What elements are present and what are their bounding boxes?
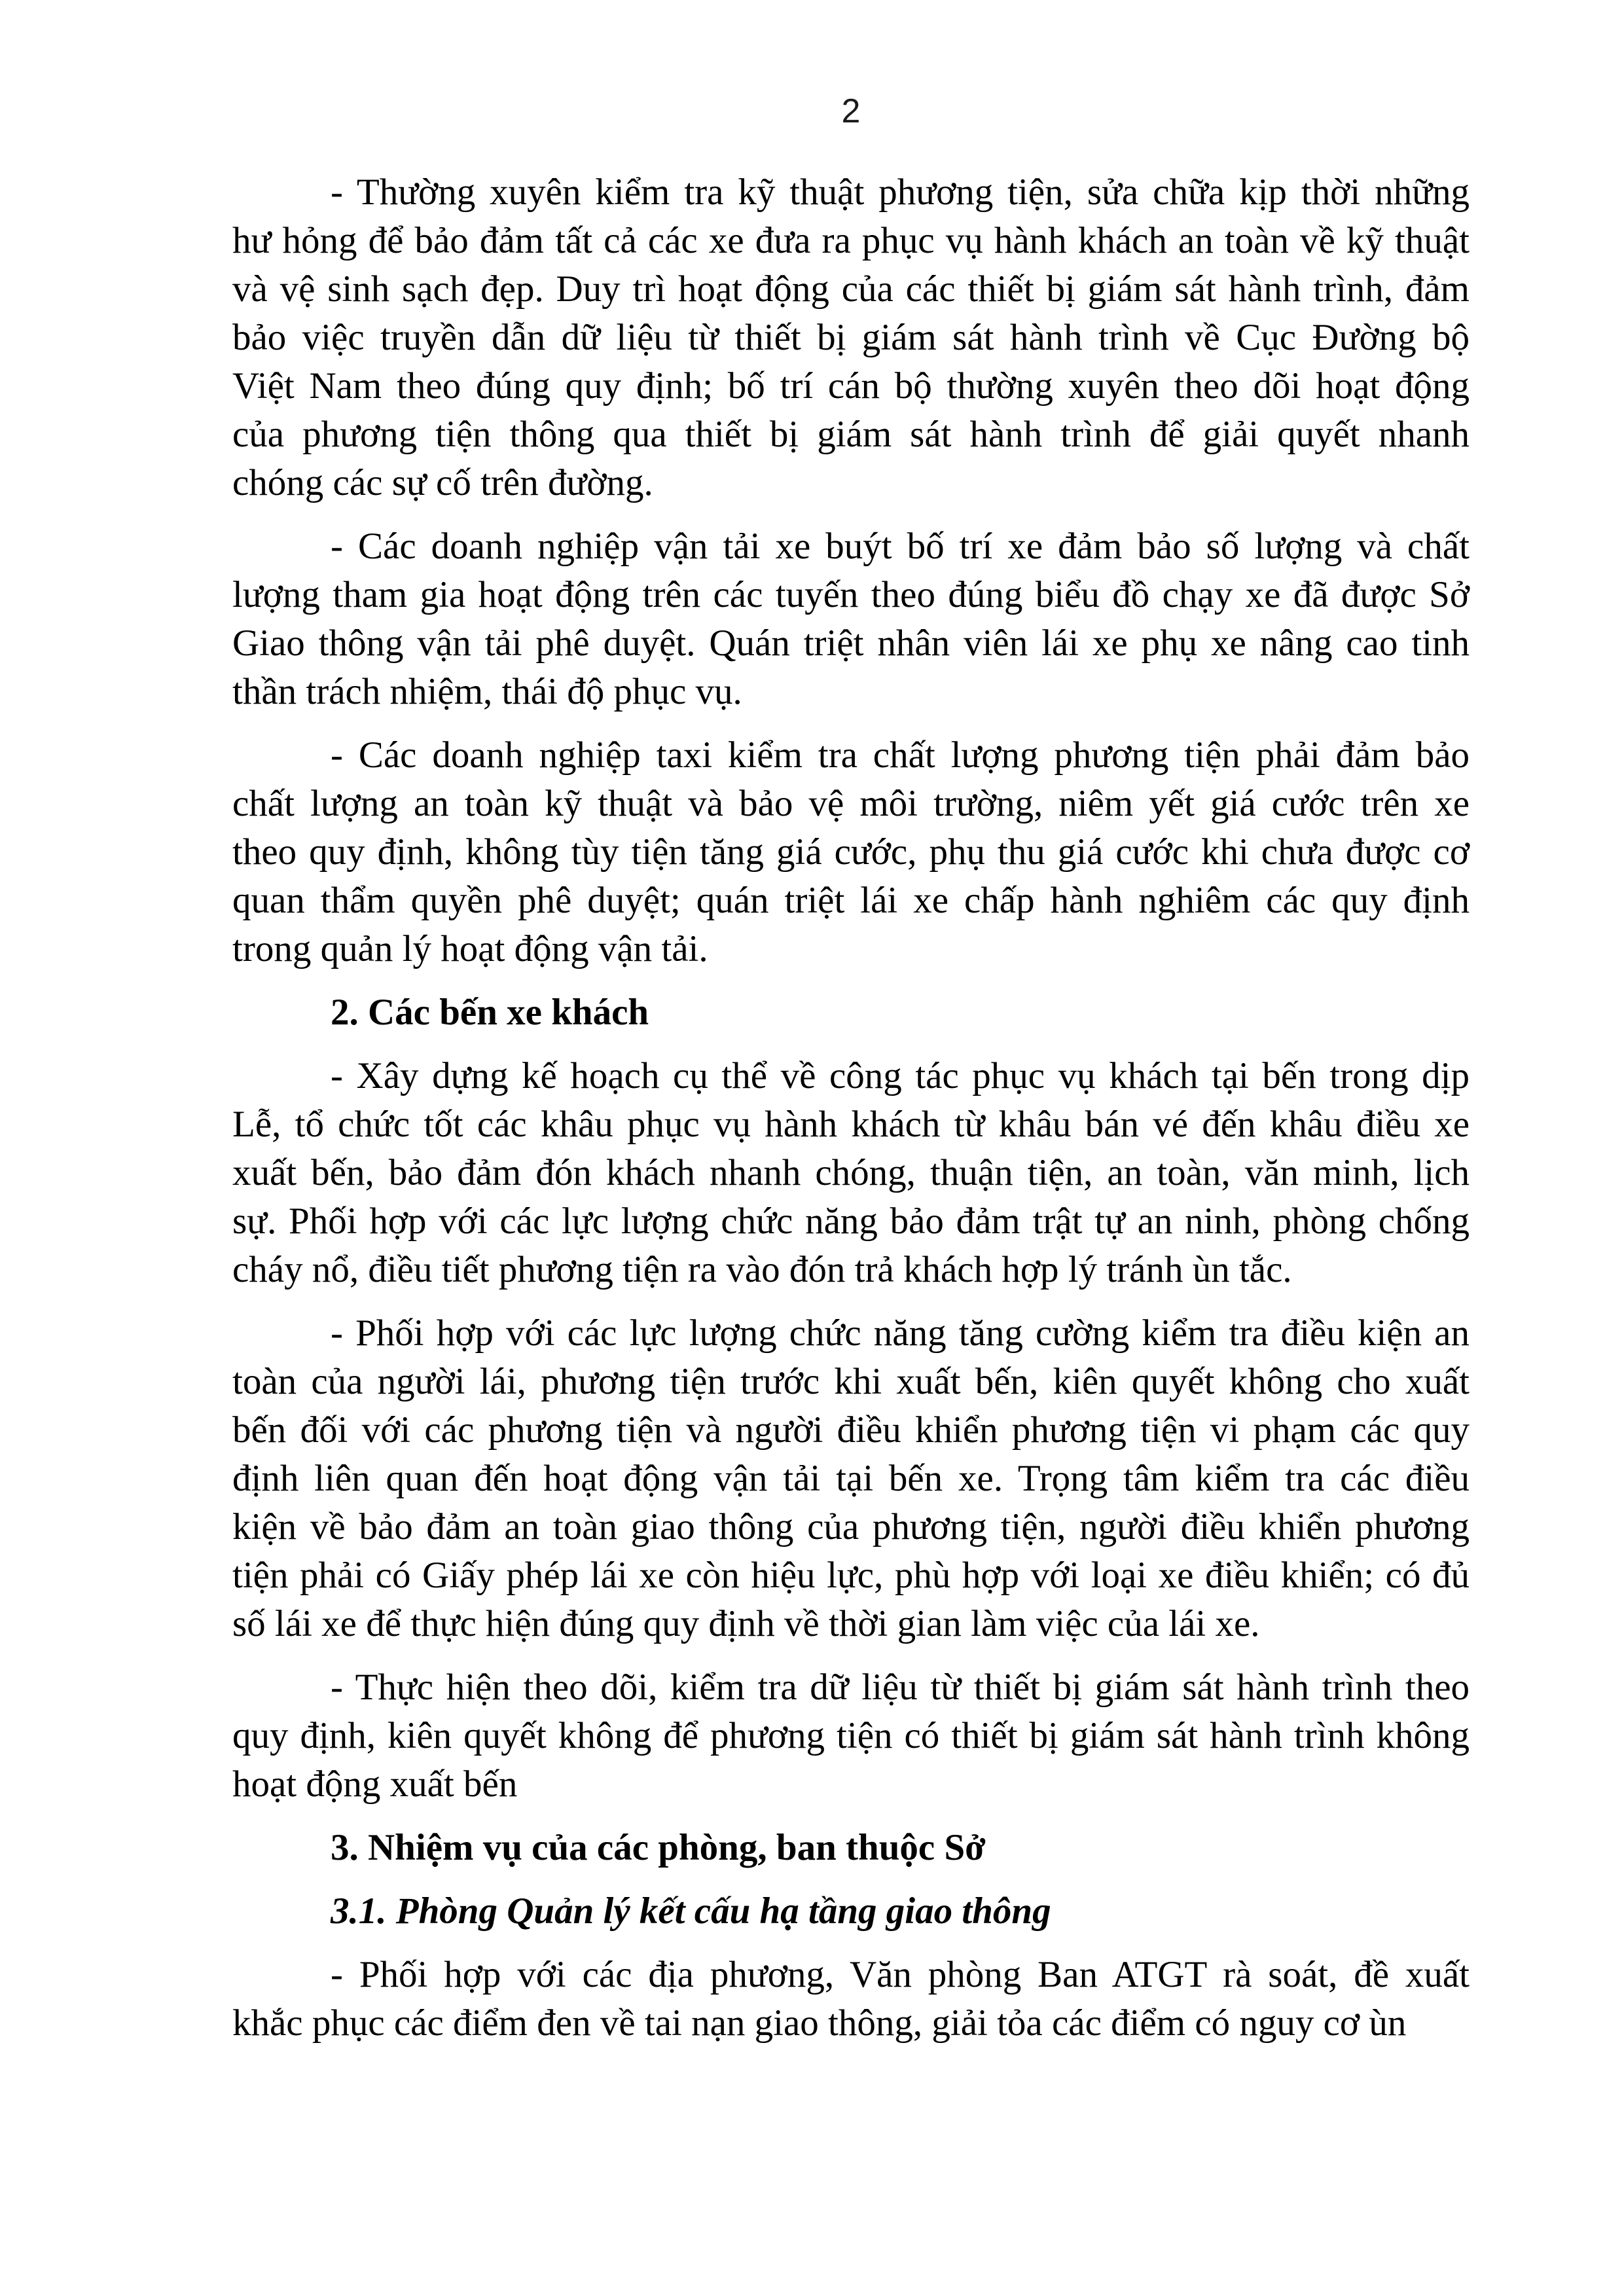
text-line: - Phối hợp với các lực lượng chức năng tăng cường kiểm tra điều kiện an [331,1312,1470,1354]
text-line: kiện về bảo đảm an toàn giao thông của phương tiện, người điều khiển phương [232,1506,1470,1547]
text-line: cháy nổ, điều tiết phương tiện ra vào đón trả khách hợp lý tránh ùn tắc. [232,1249,1292,1290]
text-line: chóng các sự cố trên đường. [232,462,653,503]
text-line: thần trách nhiệm, thái độ phục vụ. [232,671,742,712]
text-line: Lễ, tổ chức tốt các khâu phục vụ hành khách từ khâu bán vé đến khâu điều xe [232,1104,1470,1145]
text-line: bảo việc truyền dẫn dữ liệu từ thiết bị giám sát hành trình về Cục Đường bộ [232,317,1470,358]
paragraph [232,168,1470,507]
text-line: Giao thông vận tải phê duyệt. Quán triệt nhân viên lái xe phụ xe nâng cao tinh [232,623,1470,664]
text-line: tiện phải có Giấy phép lái xe còn hiệu lực, phù hợp với loại xe điều khiển; có đủ [232,1555,1470,1596]
section-heading: 3. Nhiệm vụ của các phòng, ban thuộc Sở [331,1827,986,1868]
text-line: khắc phục các điểm đen về tai nạn giao thông, giải tỏa các điểm có nguy cơ ùn [232,2002,1407,2044]
paragraph [232,731,1470,973]
text-line: quan thẩm quyền phê duyệt; quán triệt lái xe chấp hành nghiêm các quy định [232,880,1470,921]
page-number: 2 [841,92,861,130]
document-body [232,168,1470,2063]
text-line: chất lượng an toàn kỹ thuật và bảo vệ môi trường, niêm yết giá cước trên xe [232,783,1470,824]
text-line: - Phối hợp với các địa phương, Văn phòng Ban ATGT rà soát, đề xuất [331,1954,1470,1995]
section-heading: 3.1. Phòng Quản lý kết cấu hạ tầng giao thông [331,1890,1051,1932]
paragraph [232,1052,1470,1294]
paragraph [232,1309,1470,1648]
text-line: Việt Nam theo đúng quy định; bố trí cán bộ thường xuyên theo dõi hoạt động [232,365,1470,407]
text-line: lượng tham gia hoạt động trên các tuyến theo đúng biểu đồ chạy xe đã được Sở [232,574,1470,615]
paragraph [232,1951,1470,2048]
section-heading: 2. Các bến xe khách [331,992,649,1033]
paragraph [232,522,1470,716]
text-line: hoạt động xuất bến [232,1763,518,1805]
text-line: - Các doanh nghiệp vận tải xe buýt bố trí xe đảm bảo số lượng và chất [331,526,1470,567]
text-line: theo quy định, không tùy tiện tăng giá cước, phụ thu giá cước khi chưa được cơ [232,831,1470,873]
text-line: - Xây dựng kế hoạch cụ thể về công tác phục vụ khách tại bến trong dịp [331,1055,1470,1096]
text-line: trong quản lý hoạt động vận tải. [232,928,708,969]
text-line: số lái xe để thực hiện đúng quy định về thời gian làm việc của lái xe. [232,1603,1260,1644]
text-line: - Các doanh nghiệp taxi kiểm tra chất lượng phương tiện phải đảm bảo [331,734,1470,776]
text-line: sự. Phối hợp với các lực lượng chức năng bảo đảm trật tự an ninh, phòng chống [232,1201,1470,1242]
text-line: quy định, kiên quyết không để phương tiện có thiết bị giám sát hành trình không [232,1715,1470,1756]
text-line: bến đối với các phương tiện và người điều khiển phương tiện vi phạm các quy [232,1409,1470,1451]
text-line: xuất bến, bảo đảm đón khách nhanh chóng, thuận tiện, an toàn, văn minh, lịch [232,1152,1470,1193]
text-line: hư hỏng để bảo đảm tất cả các xe đưa ra phục vụ hành khách an toàn về kỹ thuật [232,220,1470,261]
text-line: định liên quan đến hoạt động vận tải tại bến xe. Trọng tâm kiểm tra các điều [232,1458,1470,1499]
text-line: - Thực hiện theo dõi, kiểm tra dữ liệu từ thiết bị giám sát hành trình theo [331,1667,1470,1708]
text-line: - Thường xuyên kiểm tra kỹ thuật phương tiện, sửa chữa kịp thời những [331,172,1470,213]
text-line: của phương tiện thông qua thiết bị giám sát hành trình để giải quyết nhanh [232,414,1470,455]
paragraph [232,1663,1470,1809]
text-line: và vệ sinh sạch đẹp. Duy trì hoạt động của các thiết bị giám sát hành trình, đảm [232,268,1470,310]
text-line: toàn của người lái, phương tiện trước khi xuất bến, kiên quyết không cho xuất [232,1361,1470,1402]
